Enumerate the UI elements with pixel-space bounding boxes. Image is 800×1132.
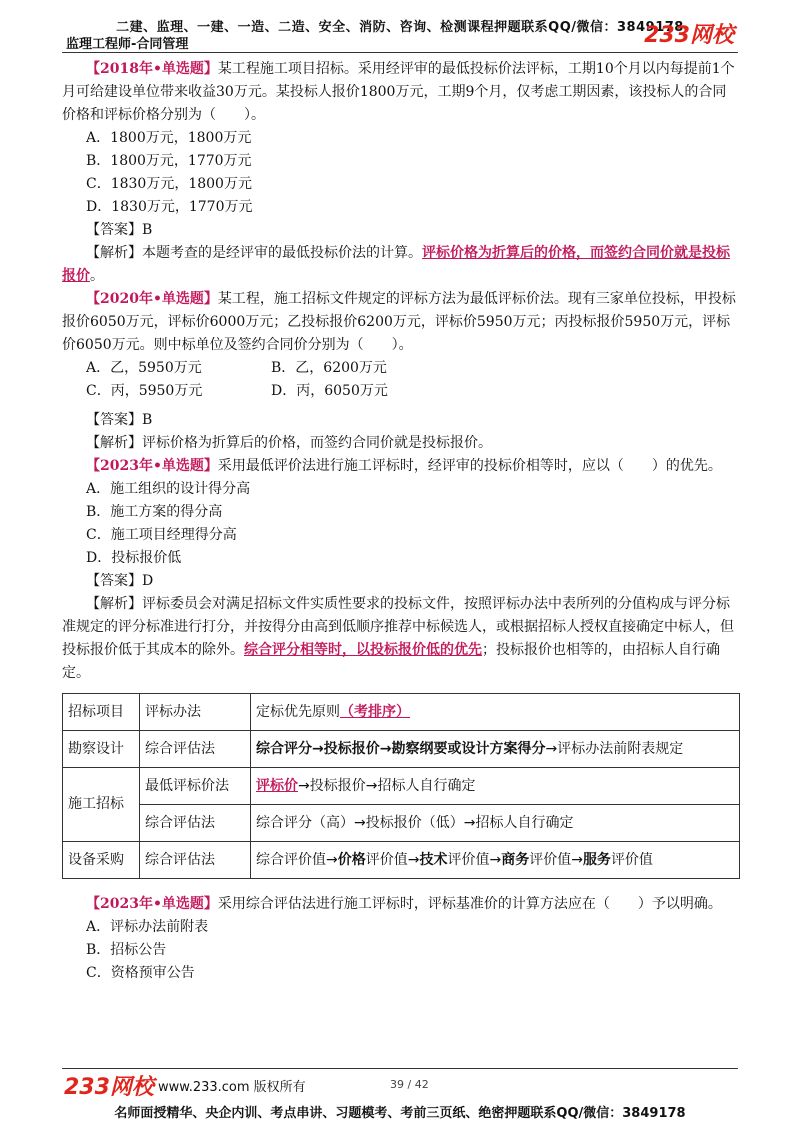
rule-bold: 商务 [501, 851, 530, 868]
question-stem: 某工程施工项目招标。采用经评审的最低投标价法评标，工期10个月以内每提前1个月可给建设单位带来收益30万元。某投标人报价1800万元，工期9个月，仅考虑工期因素，该投标人的合同价格和评标价格分别为（ ）。 [62, 61, 735, 123]
table-cell [251, 694, 740, 731]
option: C．1830万元，1800万元 [86, 176, 252, 192]
option: B．招标公告 [86, 942, 167, 958]
table-cell [251, 731, 740, 768]
rule-text: 评价值→ [529, 851, 583, 868]
rule-text: 评价值→ [447, 851, 502, 868]
answer: 【答案】D [86, 573, 154, 589]
table-cell: 招标项目 [63, 694, 140, 731]
footer-divider [62, 1068, 738, 1069]
document-subtitle: 监理工程师-合同管理 [66, 37, 189, 52]
brand-logo: 233网校 [644, 23, 734, 48]
rule-bold: 价格 [337, 851, 366, 868]
page-number: 39 / 42 [390, 1078, 429, 1091]
analysis-end: 。 [90, 268, 104, 284]
question-stem: 采用综合评估法进行施工评标时，评标基准价的计算方法应在（ ）予以明确。 [217, 896, 722, 912]
option: A．评标办法前附表 [86, 919, 209, 935]
table-cell [251, 842, 740, 879]
analysis-highlight: 综合评分相等时 [244, 642, 342, 658]
option: B．乙，6200万元 [271, 360, 387, 376]
table-header-row [63, 694, 740, 731]
footer-logo: 233网校 [64, 1075, 154, 1100]
option: A．1800万元，1800万元 [86, 130, 252, 146]
rule-text: →评标办法前附表规定 [545, 740, 684, 757]
option: B．施工方案的得分高 [86, 504, 223, 520]
rule-text: 评价值 [610, 851, 653, 868]
option-row [62, 380, 740, 403]
analysis [62, 242, 740, 288]
table-cell: 最低评标价法 [140, 768, 251, 805]
table-cell: 评标办法 [140, 694, 251, 731]
rule-bold: 服务 [582, 851, 611, 868]
rule-text: 综合评价值→ [256, 851, 338, 868]
question-2 [62, 288, 740, 357]
analysis-end: ；投标报价也相等的，由招标人自行确定。 [62, 642, 720, 681]
option: C．丙，5950万元 [86, 383, 203, 399]
rule-bold: 综合评分→投标报价→勘察纲要或设计方案得分 [256, 740, 546, 757]
question-tag: 【2018年•单选题】 [86, 61, 218, 77]
table-row [63, 768, 740, 805]
table-cell: 综合评估法 [140, 731, 251, 768]
question-tag: 【2020年•单选题】 [86, 291, 218, 307]
analysis-text: 本题考查的是经评审的最低投标价法的计算。 [142, 245, 422, 261]
option: D．1830万元，1770万元 [86, 199, 253, 215]
table-row [63, 842, 740, 879]
analysis-label: 【解析】 [86, 245, 142, 261]
header-promo-line: 二建、监理、一建、一造、二造、安全、消防、咨询、检测课程押题联系QQ/微信：3849178 [116, 20, 684, 35]
option-row [62, 357, 740, 380]
table-cell: 综合评分（高）→投标报价（低）→招标人自行确定 [251, 805, 740, 842]
question-stem: 采用最低评价法进行施工评标时，经评审的投标价相等时，应以（ ）的优先。 [217, 458, 722, 474]
analysis-highlight: 以投标报价低的优先 [356, 642, 482, 658]
analysis [62, 593, 740, 685]
table-row [63, 731, 740, 768]
bid-evaluation-table [62, 693, 740, 879]
option: A．施工组织的设计得分高 [86, 481, 251, 497]
footer-site: www.233.com 版权所有 [158, 1080, 306, 1095]
analysis-label: 【解析】 [86, 596, 142, 612]
footer-promo-line: 名师面授精华、央企内训、考点串讲、习题模考、考前三页纸、绝密押题联系QQ/微信：3849178 [114, 1106, 686, 1121]
rule-bold: 技术 [419, 851, 448, 868]
table-cell: 综合评估法 [140, 842, 251, 879]
option: C．施工项目经理得分高 [86, 527, 237, 543]
question-stem: 某工程，施工招标文件规定的评标方法为最低评标价法。现有三家单位投标，甲投标报价6050万元，评标价6000万元；乙投标报价6200万元，评标价5950万元；丙投标报价5950万元，评标价6050万元。则中标单位及签约合同价分别为（ ）。 [62, 291, 736, 353]
analysis-text: 评标委员会对满足招标文件实质性要求的投标文件，按照评标办法中表所列的分值构成与评分标准规定的评分标准进行打分，并按得分由高到低顺序推荐中标候选人，或根据招标人授权直接确定中标人，但投标报价低于其成本的除外。 [62, 596, 734, 658]
question-tag: 【2023年•单选题】 [86, 896, 218, 912]
document-body [62, 48, 740, 985]
option: D．丙，6050万元 [271, 383, 388, 399]
table-cell: 设备采购 [63, 842, 140, 879]
analysis-sep: ， [342, 642, 356, 658]
option: D．投标报价低 [86, 550, 182, 566]
analysis: 【解析】评标价格为折算后的价格，而签约合同价就是投标报价。 [86, 435, 492, 451]
rule-text: →投标报价→招标人自行确定 [298, 777, 476, 794]
rule-highlight: 评标价 [256, 777, 298, 794]
question-3 [62, 455, 740, 478]
question-4 [62, 893, 740, 916]
table-cell: 勘察设计 [63, 731, 140, 768]
answer: 【答案】B [86, 412, 153, 428]
option: A．乙，5950万元 [86, 360, 202, 376]
rule-text: 评价值→ [365, 851, 420, 868]
analysis-highlight: 评标价格为折算后的价格，而签约合同价就是投标报价 [62, 245, 730, 284]
table-cell [251, 768, 740, 805]
question-tag: 【2023年•单选题】 [86, 458, 218, 474]
question-1 [62, 58, 740, 127]
table-cell: 施工招标 [63, 768, 140, 842]
option: C．资格预审公告 [86, 965, 195, 981]
option: B．1800万元，1770万元 [86, 153, 252, 169]
header-text: 定标优先原则 [256, 703, 340, 720]
answer: 【答案】B [86, 222, 153, 238]
table-cell: 综合评估法 [140, 805, 251, 842]
table-row [63, 805, 740, 842]
header-highlight: （考排序） [340, 703, 410, 720]
